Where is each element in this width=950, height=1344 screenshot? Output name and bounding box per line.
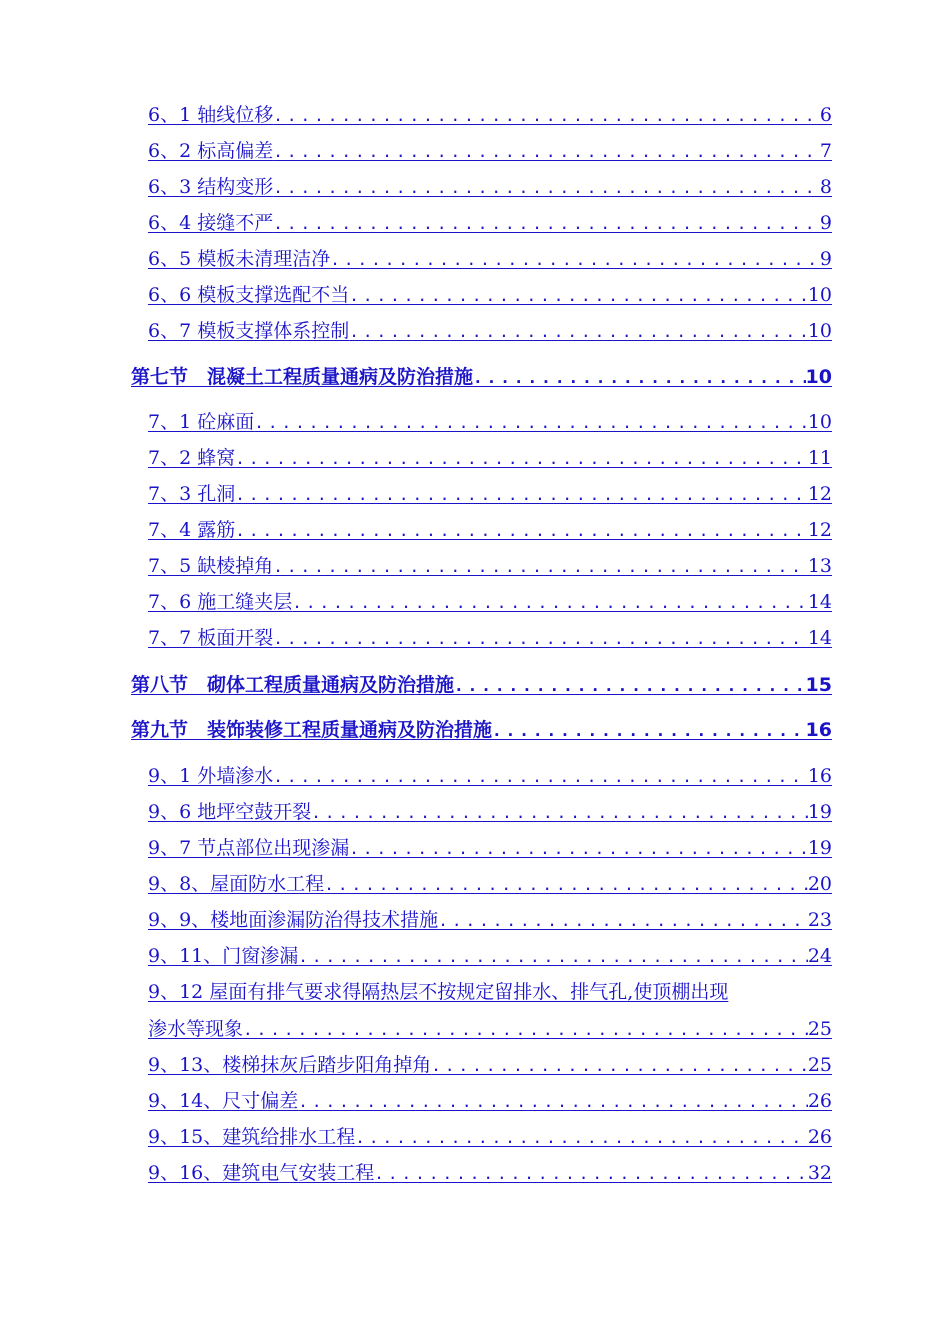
- toc-leader-dots: [324, 875, 808, 894]
- toc-entry-link[interactable]: [148, 136, 832, 163]
- toc-entry-link[interactable]: [148, 244, 832, 271]
- toc-leader-dots: [492, 721, 806, 740]
- toc-entry-label: 9、8、屋面防水工程: [148, 873, 325, 895]
- toc-entry-label: 9、11、门窗渗漏: [148, 945, 299, 967]
- toc-page-number: 10: [807, 320, 832, 342]
- toc-page-number: 32: [807, 1162, 832, 1184]
- toc-entry-label: 6、4 接缝不严: [148, 212, 274, 234]
- toc-entry-link[interactable]: [148, 515, 832, 542]
- toc-leader-dots: [273, 178, 820, 197]
- toc-page-number: 13: [807, 555, 832, 577]
- toc-entry-link[interactable]: [148, 479, 832, 506]
- toc-page-number: 10: [807, 284, 832, 306]
- toc-leader-dots: [298, 947, 808, 966]
- toc-entry-link[interactable]: [148, 208, 832, 235]
- toc-entry-link[interactable]: [148, 869, 832, 896]
- toc-entry-link[interactable]: [148, 1122, 832, 1149]
- toc-leader-dots: [349, 839, 808, 858]
- toc-entry-label: 6、7 模板支撑体系控制: [148, 320, 350, 342]
- toc-entry-link[interactable]: [148, 941, 832, 968]
- toc-entry-link[interactable]: [148, 1086, 832, 1113]
- toc-entry-label: 9、1 外墙渗水: [148, 765, 274, 787]
- toc-entry-link[interactable]: [148, 1158, 832, 1185]
- toc-page-number: 23: [807, 909, 832, 931]
- toc-section-link[interactable]: [131, 715, 832, 742]
- toc-entry-link[interactable]: [148, 977, 832, 1004]
- toc-leader-dots: [235, 485, 808, 504]
- toc-entry-label: 6、6 模板支撑选配不当: [148, 284, 350, 306]
- toc-entry-label: 9、14、尺寸偏差: [148, 1090, 299, 1112]
- toc-entry-label: 7、2 蜂窝: [148, 447, 236, 469]
- toc-page-number: 19: [807, 837, 832, 859]
- toc-page-number: 10: [805, 366, 832, 388]
- toc-entry-label: 6、3 结构变形: [148, 176, 274, 198]
- toc-entry-label: 9、15、建筑给排水工程: [148, 1126, 356, 1148]
- toc-page-number: 25: [807, 1054, 832, 1076]
- toc-leader-dots: [454, 676, 806, 695]
- toc-entry-label: 7、7 板面开裂: [148, 627, 274, 649]
- toc-leader-dots: [273, 629, 808, 648]
- toc-entry-link[interactable]: [148, 443, 832, 470]
- toc-page-number: 15: [805, 674, 832, 696]
- toc-leader-dots: [473, 368, 806, 387]
- toc-page-number: 19: [807, 801, 832, 823]
- toc-entry-link[interactable]: [148, 797, 832, 824]
- toc-entry-label: 6、2 标高偏差: [148, 140, 274, 162]
- toc-entry-link[interactable]: [148, 172, 832, 199]
- toc-entry-link[interactable]: [148, 761, 832, 788]
- toc-entry-label: 第九节 装饰装修工程质量通病及防治措施: [131, 719, 493, 741]
- toc-entry-label: 6、5 模板未清理洁净: [148, 248, 331, 270]
- toc-leader-dots: [273, 557, 808, 576]
- toc-entry-label: 9、9、楼地面渗漏防治得技术措施: [148, 909, 439, 931]
- toc-section-link[interactable]: [131, 362, 832, 389]
- toc-entry-label: 7、1 砼麻面: [148, 411, 255, 433]
- toc-entry-label: 7、3 孔洞: [148, 483, 236, 505]
- toc-page-number: 11: [807, 447, 832, 469]
- toc-entry-link[interactable]: [148, 623, 832, 650]
- toc-page-number: 9: [819, 212, 832, 234]
- toc-page-number: 14: [807, 591, 832, 613]
- toc-leader-dots: [292, 593, 808, 612]
- toc-entry-link[interactable]: [148, 280, 832, 307]
- toc-leader-dots: [235, 521, 808, 540]
- toc-entry-label: 7、4 露筋: [148, 519, 236, 541]
- toc-leader-dots: [254, 413, 808, 432]
- toc-leader-dots: [273, 767, 808, 786]
- toc-page-number: 12: [807, 519, 832, 541]
- toc-page-number: 20: [807, 873, 832, 895]
- toc-entry-link[interactable]: [148, 551, 832, 578]
- toc-entry-link[interactable]: [148, 1050, 832, 1077]
- toc-entry-link[interactable]: [148, 316, 832, 343]
- toc-page-number: 26: [807, 1126, 832, 1148]
- toc-leader-dots: [235, 449, 808, 468]
- toc-section-link[interactable]: [131, 670, 832, 697]
- toc-leader-dots: [349, 286, 808, 305]
- toc-entry-link[interactable]: [148, 1014, 832, 1041]
- toc-entry-label: 9、16、建筑电气安装工程: [148, 1162, 375, 1184]
- toc-entry-label: 9、6 地坪空鼓开裂: [148, 801, 312, 823]
- toc-leader-dots: [374, 1164, 808, 1183]
- toc-page-number: 10: [807, 411, 832, 433]
- toc-leader-dots: [438, 911, 808, 930]
- toc-leader-dots: [311, 803, 808, 822]
- toc-page-number: 25: [807, 1018, 832, 1040]
- toc-entry-link[interactable]: [148, 587, 832, 614]
- toc-page-number: 6: [819, 104, 832, 126]
- toc-page-number: 14: [807, 627, 832, 649]
- toc-leader-dots: [273, 106, 820, 125]
- toc-entry-label: 渗水等现象: [148, 1018, 244, 1040]
- toc-entry-link[interactable]: [148, 833, 832, 860]
- toc-leader-dots: [243, 1020, 808, 1039]
- toc-leader-dots: [349, 322, 808, 341]
- toc-leader-dots: [330, 250, 820, 269]
- toc-page-number: 16: [805, 719, 832, 741]
- toc-entry-label: 9、13、楼梯抹灰后踏步阳角掉角: [148, 1054, 432, 1076]
- toc-entry-label: 7、5 缺棱掉角: [148, 555, 274, 577]
- toc-entry-link[interactable]: [148, 905, 832, 932]
- toc-page-number: 26: [807, 1090, 832, 1112]
- toc-entry-link[interactable]: [148, 407, 832, 434]
- toc-leader-dots: [355, 1128, 808, 1147]
- toc-entry-link[interactable]: [148, 100, 832, 127]
- toc-entry-label: 6、1 轴线位移: [148, 104, 274, 126]
- toc-page-number: 7: [819, 140, 832, 162]
- toc-entry-label: 9、7 节点部位出现渗漏: [148, 837, 350, 859]
- toc-entry-label: 第八节 砌体工程质量通病及防治措施: [131, 674, 455, 696]
- toc-page-number: 12: [807, 483, 832, 505]
- toc-leader-dots: [273, 142, 820, 161]
- toc-page-number: 9: [819, 248, 832, 270]
- toc-page-number: 24: [807, 945, 832, 967]
- toc-entry-label: 第七节 混凝土工程质量通病及防治措施: [131, 366, 474, 388]
- toc-entry-label: 9、12 屋面有排气要求得隔热层不按规定留排水、排气孔,使顶棚出现: [148, 981, 729, 1003]
- toc-page-number: 16: [807, 765, 832, 787]
- toc-entry-label: 7、6 施工缝夹层: [148, 591, 293, 613]
- toc-page-number: 8: [819, 176, 832, 198]
- toc-leader-dots: [298, 1092, 808, 1111]
- toc-leader-dots: [273, 214, 820, 233]
- toc-leader-dots: [431, 1056, 808, 1075]
